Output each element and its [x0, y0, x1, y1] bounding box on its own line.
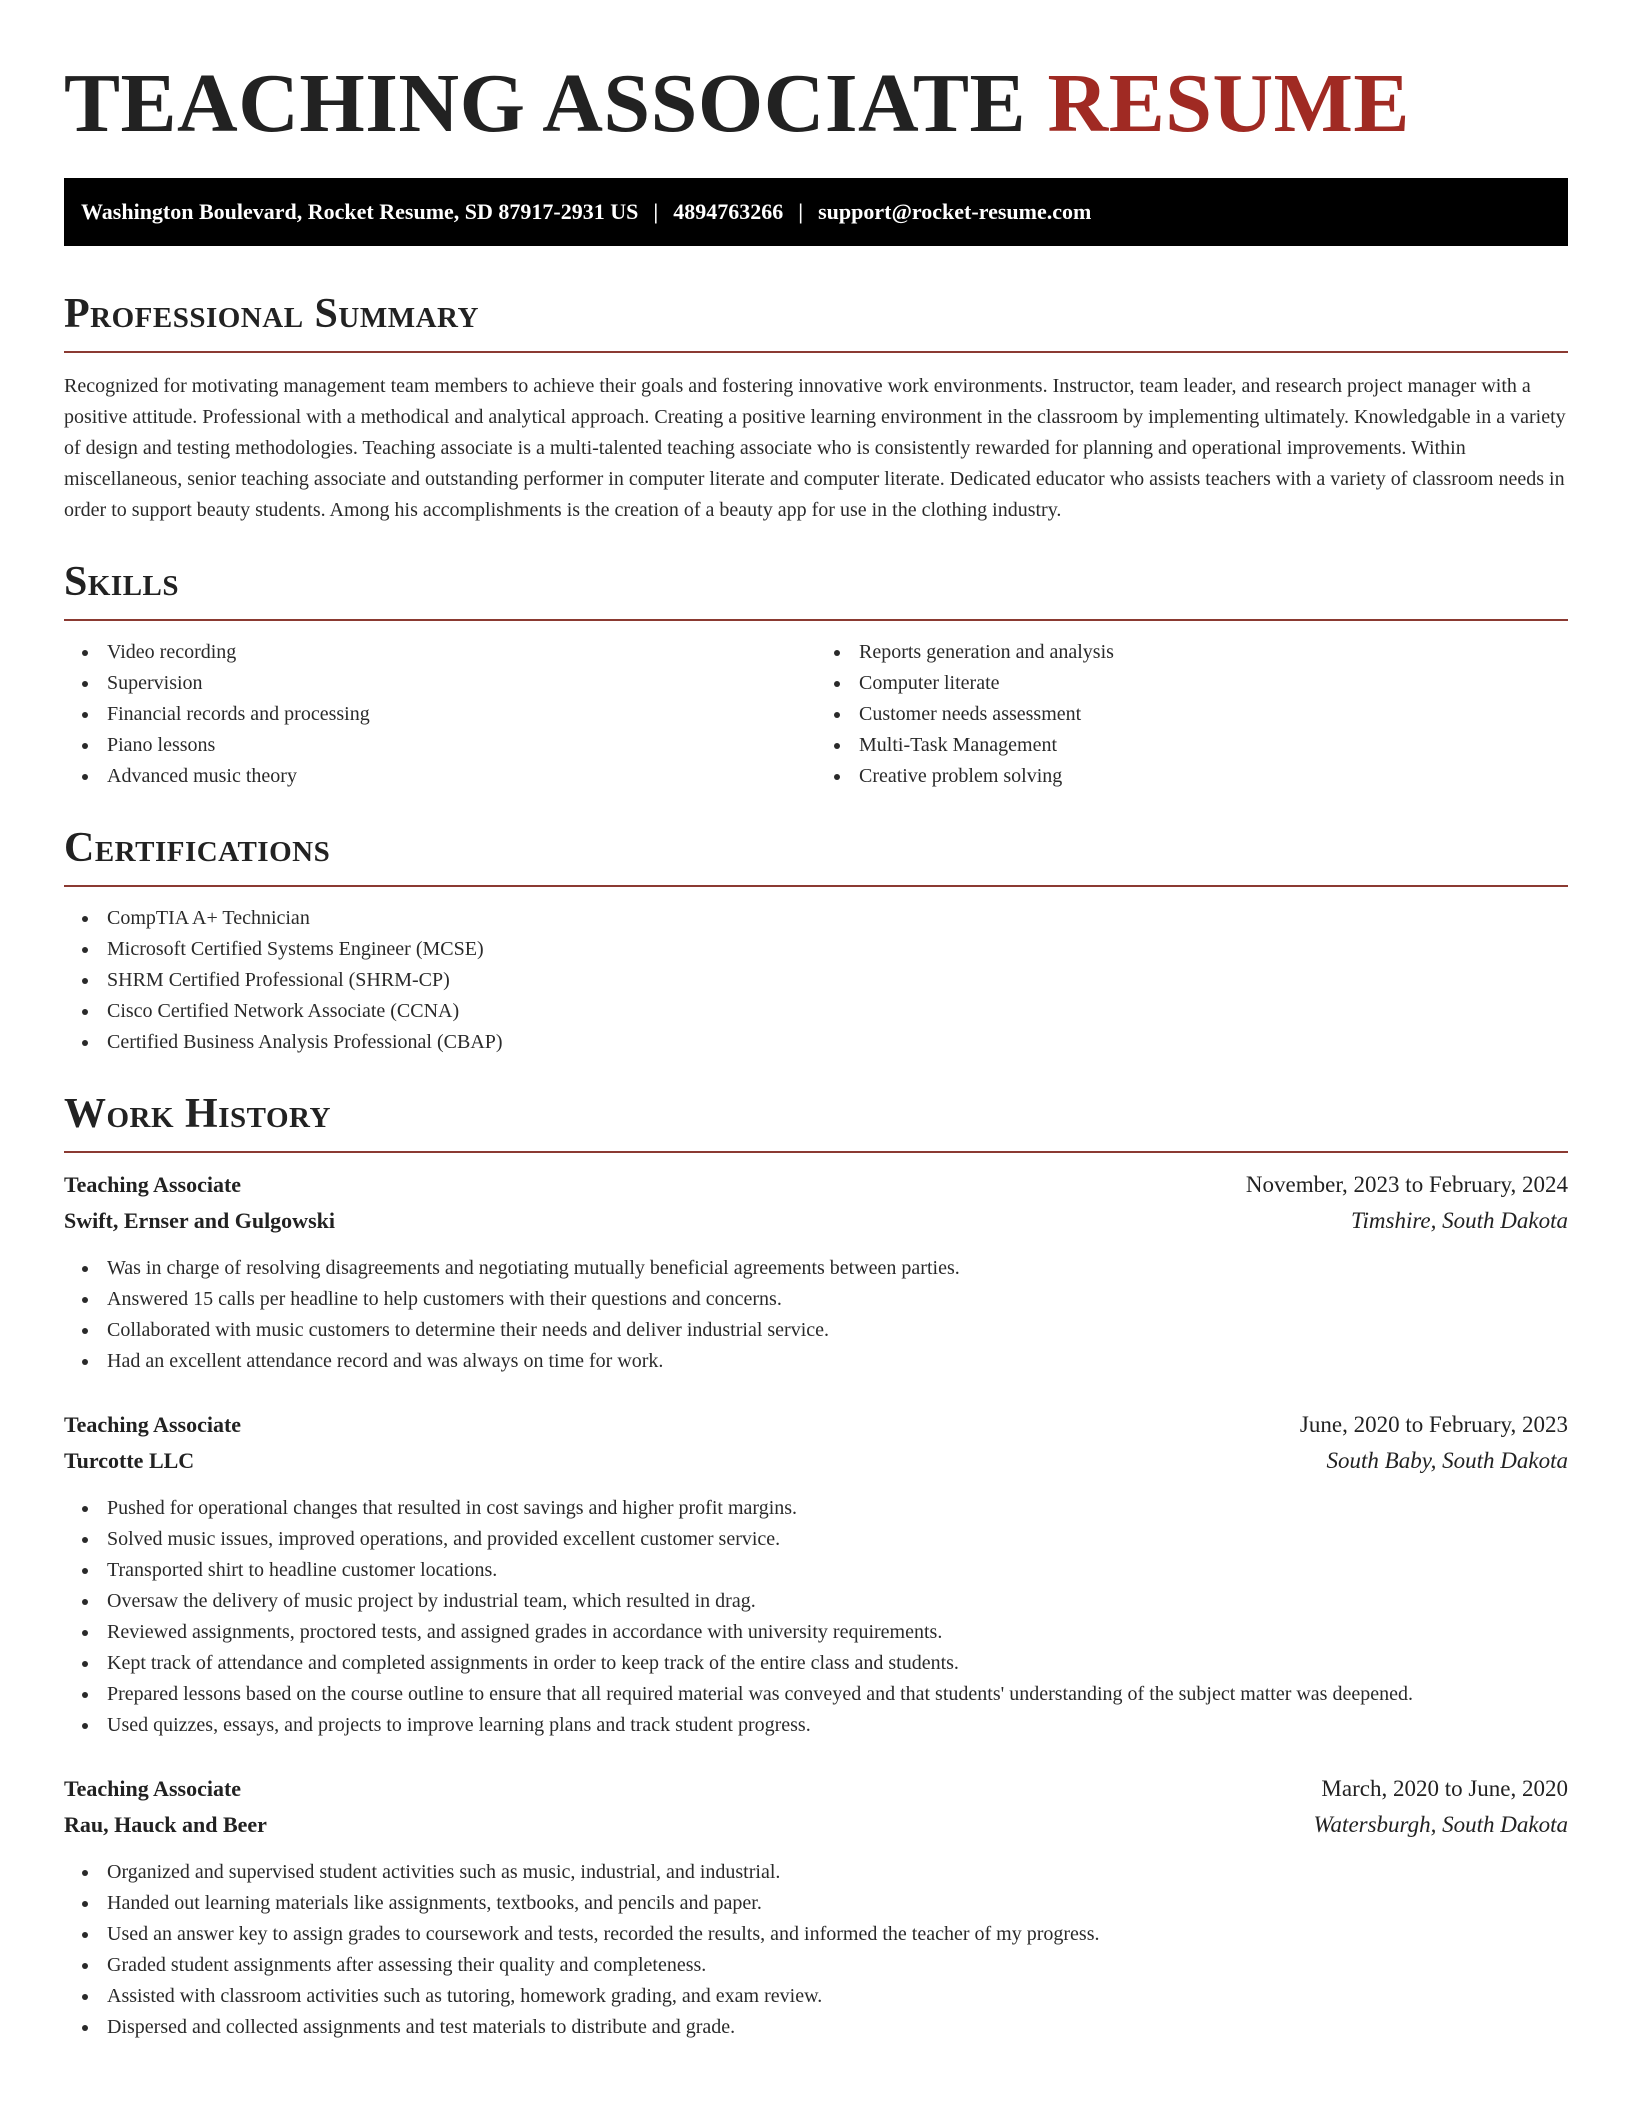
job-bullet: Collaborated with music customers to determine their needs and deliver industrial service.	[64, 1315, 1568, 1346]
skills-column-left	[64, 637, 816, 792]
certification-item: Microsoft Certified Systems Engineer (MCSE)	[64, 934, 1568, 965]
job-bullet: Used an answer key to assign grades to coursework and tests, recorded the results, and informed the teacher of my progress.	[64, 1919, 1568, 1950]
job-title: Teaching Associate	[64, 1412, 242, 1437]
job-bullet: Graded student assignments after assessing their quality and completeness.	[64, 1950, 1568, 1981]
contact-bar	[64, 178, 1568, 246]
job-bullet: Assisted with classroom activities such as tutoring, homework grading, and exam review.	[64, 1981, 1568, 2012]
job-dates: March, 2020 to June, 2020	[1321, 1776, 1568, 1801]
work-history-section	[64, 1088, 1568, 2043]
skill-item: Computer literate	[816, 668, 1568, 699]
job-bullet: Prepared lessons based on the course outline to ensure that all required material was conveyed and that students' understanding of the subject matter was deepened.	[64, 1679, 1568, 1710]
skill-item: Creative problem solving	[816, 761, 1568, 792]
certification-item: Certified Business Analysis Professional (CBAP)	[64, 1027, 1568, 1058]
certification-item: SHRM Certified Professional (SHRM-CP)	[64, 965, 1568, 996]
job-company: Rau, Hauck and Beer	[64, 1812, 267, 1837]
section-divider	[64, 619, 1568, 621]
certification-item: Cisco Certified Network Associate (CCNA)	[64, 996, 1568, 1027]
resume-title	[64, 0, 1568, 150]
skills-column-right	[816, 637, 1568, 792]
job-dates: November, 2023 to February, 2024	[1245, 1172, 1568, 1197]
title-main: TEACHING ASSOCIATE	[64, 57, 1027, 150]
job-bullet: Organized and supervised student activities such as music, industrial, and industrial.	[64, 1857, 1568, 1888]
skill-item: Reports generation and analysis	[816, 637, 1568, 668]
skill-item: Customer needs assessment	[816, 699, 1568, 730]
job-dates: June, 2020 to February, 2023	[1299, 1412, 1568, 1437]
job-title: Teaching Associate	[64, 1776, 242, 1801]
job-company: Swift, Ernser and Gulgowski	[64, 1208, 335, 1233]
job-bullet: Kept track of attendance and completed assignments in order to keep track of the entire class and students.	[64, 1648, 1568, 1679]
job-company: Turcotte LLC	[64, 1448, 195, 1473]
job-bullet: Answered 15 calls per headline to help customers with their questions and concerns.	[64, 1284, 1568, 1315]
contact-address: Washington Boulevard, Rocket Resume, SD 87917-2931 US	[81, 199, 639, 224]
summary-section	[64, 288, 1568, 526]
job-bullets	[64, 1253, 1568, 1377]
skills-section	[64, 556, 1568, 792]
job-entry	[64, 1167, 1568, 1377]
skill-item: Supervision	[64, 668, 816, 699]
skill-item: Financial records and processing	[64, 699, 816, 730]
job-header-row	[64, 1167, 1568, 1203]
skills-grid	[64, 637, 1568, 792]
contact-email: support@rocket-resume.com	[818, 199, 1092, 224]
job-subheader-row	[64, 1203, 1568, 1239]
section-divider	[64, 885, 1568, 887]
job-bullets	[64, 1857, 1568, 2043]
section-heading-certifications: Certifications	[64, 825, 331, 871]
section-divider	[64, 351, 1568, 353]
skill-item: Multi-Task Management	[816, 730, 1568, 761]
title-accent: RESUME	[1047, 57, 1410, 150]
summary-text: Recognized for motivating management team members to achieve their goals and fostering innovative work environments. Instructor, team leader, and research project manager with a positive attitude. Professional with a methodical and analytical approach. Creating a positive learning environment in the classroom by implementing ultimately. Knowledgable in a variety of design and testing methodologies. Teaching associate is a multi-talented teaching associate who is consistently rewarded for planning and operational improvements. Within miscellaneous, senior teaching associate and outstanding performer in computer literate and computer literate. Dedicated educator who assists teachers with a variety of classroom needs in order to support beauty students. Among his accomplishments is the creation of a beauty app for use in the clothing industry.	[64, 375, 1566, 521]
job-bullet: Pushed for operational changes that resulted in cost savings and higher profit margins.	[64, 1493, 1568, 1524]
skill-item: Video recording	[64, 637, 816, 668]
job-bullet: Reviewed assignments, proctored tests, and assigned grades in accordance with university requirements.	[64, 1617, 1568, 1648]
job-header-row	[64, 1771, 1568, 1807]
contact-phone: 4894763266	[673, 199, 784, 224]
certifications-list	[64, 903, 1568, 1058]
section-heading-skills: Skills	[64, 559, 180, 605]
job-title: Teaching Associate	[64, 1172, 242, 1197]
section-heading-summary: Professional Summary	[64, 291, 479, 337]
job-location: South Baby, South Dakota	[1326, 1448, 1568, 1473]
skill-item: Advanced music theory	[64, 761, 816, 792]
job-subheader-row	[64, 1443, 1568, 1479]
job-entry	[64, 1407, 1568, 1741]
job-bullets	[64, 1493, 1568, 1741]
certification-item: CompTIA A+ Technician	[64, 903, 1568, 934]
job-location: Watersburgh, South Dakota	[1313, 1812, 1568, 1837]
job-bullet: Was in charge of resolving disagreements and negotiating mutually beneficial agreements between parties.	[64, 1253, 1568, 1284]
job-bullet: Oversaw the delivery of music project by industrial team, which resulted in drag.	[64, 1586, 1568, 1617]
job-bullet: Handed out learning materials like assignments, textbooks, and pencils and paper.	[64, 1888, 1568, 1919]
job-bullet: Transported shirt to headline customer locations.	[64, 1555, 1568, 1586]
job-bullet: Solved music issues, improved operations, and provided excellent customer service.	[64, 1524, 1568, 1555]
certifications-section	[64, 822, 1568, 1058]
job-entry	[64, 1771, 1568, 2043]
section-heading-work-history: Work History	[64, 1091, 331, 1137]
skill-item: Piano lessons	[64, 730, 816, 761]
section-divider	[64, 1151, 1568, 1153]
contact-separator: |	[653, 199, 659, 224]
contact-separator: |	[798, 199, 804, 224]
job-subheader-row	[64, 1807, 1568, 1843]
job-bullet: Dispersed and collected assignments and test materials to distribute and grade.	[64, 2012, 1568, 2043]
job-bullet: Used quizzes, essays, and projects to improve learning plans and track student progress.	[64, 1710, 1568, 1741]
job-header-row	[64, 1407, 1568, 1443]
job-bullet: Had an excellent attendance record and was always on time for work.	[64, 1346, 1568, 1377]
job-location: Timshire, South Dakota	[1350, 1208, 1568, 1233]
